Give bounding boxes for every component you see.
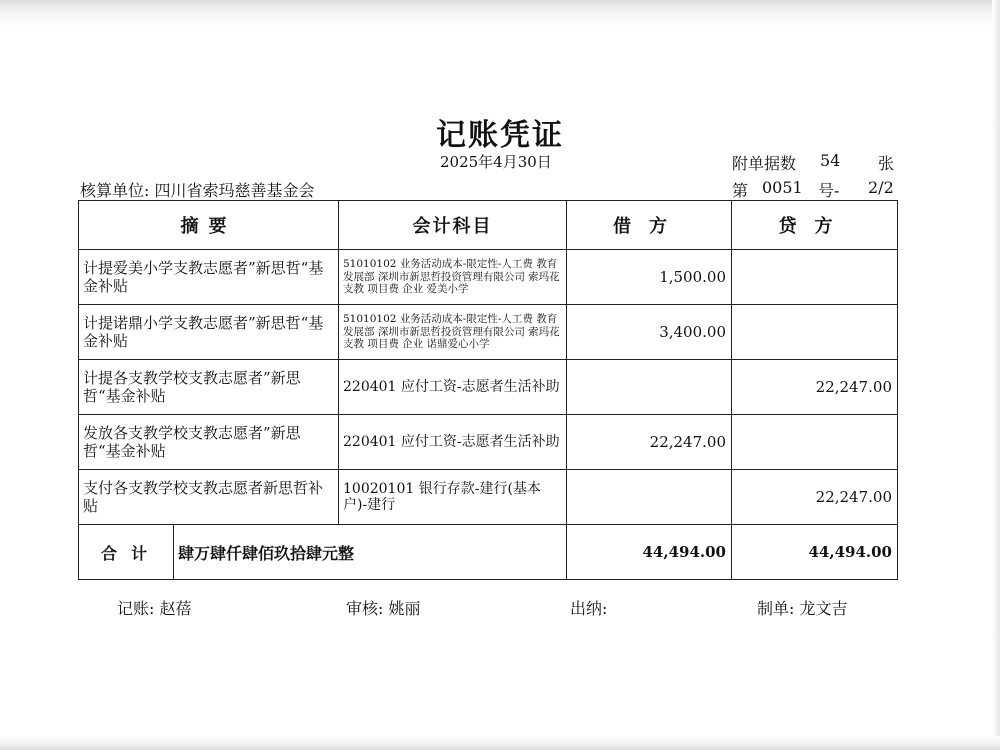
- row-credit: [732, 250, 898, 305]
- attachment-label: 附单据数: [732, 154, 797, 173]
- table-row: [79, 250, 898, 305]
- accounting-unit-name: 四川省索玛慈善基金会: [154, 181, 315, 200]
- row-debit: 22,247.00: [567, 415, 732, 470]
- voucher-prefix: 第: [732, 181, 749, 200]
- row-summary: 发放各支教学校支教志愿者”新思哲“基金补贴: [79, 415, 339, 470]
- table-header-row: [79, 201, 898, 250]
- table-row: [79, 470, 898, 525]
- accounting-unit-label: 核算单位:: [80, 181, 150, 200]
- row-summary: 计提各支教学校支教志愿者”新思哲“基金补贴: [79, 360, 339, 415]
- row-debit: [567, 470, 732, 525]
- row-credit: 22,247.00: [732, 470, 898, 525]
- row-debit: 3,400.00: [567, 305, 732, 360]
- header-account: 会计科目: [339, 201, 567, 250]
- row-debit: [567, 360, 732, 415]
- bookkeeper-signature: 记账: 赵蓓: [117, 599, 192, 618]
- header-credit: 贷方: [732, 201, 898, 250]
- row-account: 51010102 业务活动成本-限定性-人工费 教育发展部 深圳市新思哲投资管理有限公司 索玛花支教 项目费 企业 诺鼎爱心小学: [339, 305, 567, 360]
- row-credit: [732, 415, 898, 470]
- total-row: [79, 525, 898, 580]
- row-account: 51010102 业务活动成本-限定性-人工费 教育发展部 深圳市新思哲投资管理有限公司 索玛花支教 项目费 企业 爱美小学: [339, 250, 567, 305]
- total-amount-words: 肆万肆仟肆佰玖拾肆元整: [178, 543, 355, 563]
- header-debit: 借方: [567, 201, 732, 250]
- row-account: 220401 应付工资-志愿者生活补助: [339, 360, 567, 415]
- scan-edge-bottom: [0, 736, 1000, 750]
- cashier-signature: 出纳:: [570, 599, 608, 618]
- row-debit: 1,500.00: [567, 250, 732, 305]
- table-row: [79, 360, 898, 415]
- attachment-unit: 张: [878, 154, 895, 173]
- row-summary: 计提爱美小学支教志愿者”新思哲“基金补贴: [79, 250, 339, 305]
- attachment-count: 54: [820, 151, 841, 170]
- voucher-table: [78, 200, 898, 580]
- header-summary: 摘要: [79, 201, 339, 250]
- preparer-signature: 制单: 龙文吉: [757, 599, 848, 618]
- voucher-page: 2/2: [868, 178, 894, 197]
- accounting-unit: [80, 178, 315, 201]
- total-cell: [79, 525, 567, 580]
- row-summary: 计提诺鼎小学支教志愿者”新思哲“基金补贴: [79, 305, 339, 360]
- voucher-date: 2025年4月30日: [440, 153, 552, 171]
- row-summary: 支付各支教学校支教志愿者新思哲补贴: [79, 470, 339, 525]
- table-row: [79, 415, 898, 470]
- voucher-number: 0051: [762, 178, 803, 197]
- row-account: 10020101 银行存款-建行(基本户)-建行: [339, 470, 567, 525]
- row-account: 220401 应付工资-志愿者生活补助: [339, 415, 567, 470]
- row-credit: 22,247.00: [732, 360, 898, 415]
- total-label: 合计: [79, 525, 174, 579]
- table-row: [79, 305, 898, 360]
- voucher-suffix: 号-: [818, 181, 840, 200]
- reviewer-signature: 审核: 姚丽: [346, 599, 421, 618]
- total-debit: 44,494.00: [567, 525, 732, 580]
- document-title: 记账凭证: [436, 118, 564, 153]
- total-credit: 44,494.00: [732, 525, 898, 580]
- scan-edge-top: [0, 0, 1000, 28]
- row-credit: [732, 305, 898, 360]
